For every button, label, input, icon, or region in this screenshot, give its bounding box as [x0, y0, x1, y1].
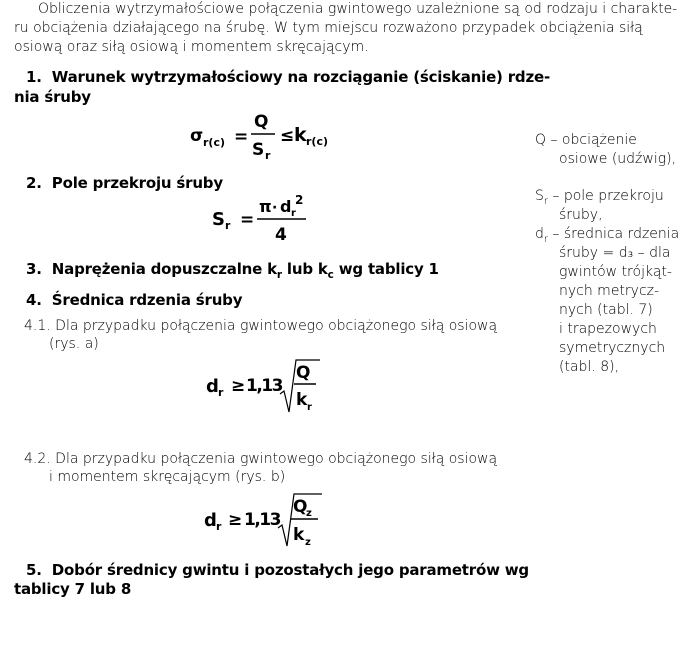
subsection-4-1-line-1: 4.1. Dla przypadku połączenia gwintowego obciążonego siłą osiową — [24, 318, 498, 334]
section-title-part: wg tablicy 1 — [333, 260, 439, 278]
denominator-s: S — [252, 140, 265, 160]
formula-core-diameter-axial-torque — [202, 488, 326, 552]
section-title: Pole przekroju śruby — [51, 174, 223, 192]
side-note-d-line-6: i trapezowych — [559, 321, 657, 337]
section-2-heading — [26, 174, 223, 192]
section-title: Warunek wytrzymałościowy na rozciąganie (ściskanie) rdze- — [51, 68, 550, 86]
section-1-heading — [26, 68, 550, 86]
side-note-text: – pole przekroju — [547, 188, 664, 204]
section-title: Średnica rdzenia śruby — [51, 291, 243, 309]
equals-sign: = — [240, 210, 255, 230]
coefficient: 1,13 — [244, 510, 280, 530]
intro-line-2: ru obciążenia działającego na śrubę. W tym miejscu rozważono przypadek obciążenia siłą — [14, 20, 643, 36]
numerator-q: Q — [296, 363, 311, 383]
side-note-d-line-1 — [535, 225, 679, 244]
formula-core-diameter-axial — [204, 354, 324, 418]
equals-sign: = — [234, 127, 249, 147]
numerator-subscript: r — [291, 208, 296, 219]
subsection-4-2-line-2: i momentem skręcającym (rys. b) — [49, 469, 286, 485]
k-symbol: k — [294, 124, 307, 146]
section-title: Dobór średnicy gwintu i pozostałych jego parametrów wg — [51, 561, 529, 579]
numerator-q: Q — [293, 497, 308, 517]
side-note-q-line-1: Q – obciążenie — [535, 132, 637, 148]
subscript-r: r — [543, 195, 548, 207]
sigma-symbol: σ — [190, 126, 204, 146]
pi-symbol: π — [259, 197, 272, 216]
coefficient: 1,13 — [246, 376, 282, 396]
symbol-s: S — [535, 188, 544, 204]
lhs-d: d — [204, 510, 217, 531]
lhs-subscript: r — [225, 219, 231, 232]
mult-dot: · — [272, 200, 278, 216]
numerator-q: Q — [254, 112, 269, 132]
denominator-k: k — [296, 390, 308, 410]
denominator-subscript: r — [307, 402, 312, 413]
formula-cross-section — [208, 192, 318, 248]
section-number: 3. — [26, 260, 42, 278]
section-number: 1. — [26, 68, 42, 86]
subscript-r: r — [276, 269, 282, 281]
side-note-d-line-4: nych metrycz- — [559, 283, 660, 299]
intro-line-1: Obliczenia wytrzymałościowe połączenia gwintowego uzależnione są od rodzaju i charakte- — [38, 1, 678, 17]
lhs-subscript: r — [216, 520, 222, 533]
side-note-s-line-1 — [535, 187, 664, 206]
section-number: 2. — [26, 174, 42, 192]
section-title-part: lub k — [281, 260, 328, 278]
section-5-heading — [26, 561, 529, 579]
denominator-subscript: r — [265, 149, 271, 162]
numerator-superscript: 2 — [295, 193, 304, 207]
greater-equal-sign: ≥ — [231, 376, 246, 396]
side-note-d-line-7: symetrycznych — [559, 340, 666, 356]
numerator-d: d — [280, 197, 292, 216]
denominator-k: k — [293, 525, 305, 545]
subscript-r: r — [543, 233, 548, 245]
numerator-subscript: z — [306, 508, 312, 519]
side-note-d-line-3: gwintów trójkąt- — [559, 264, 672, 280]
section-number: 5. — [26, 561, 42, 579]
side-note-s-line-2: śruby, — [559, 207, 603, 223]
less-equal-sign: ≤ — [280, 126, 295, 146]
subscript-c: c — [327, 269, 334, 281]
section-number: 4. — [26, 291, 42, 309]
symbol-d: d — [535, 226, 544, 242]
section-1-heading-cont: nia śruby — [14, 88, 91, 106]
subsection-4-2-line-1: 4.2. Dla przypadku połączenia gwintowego obciążonego siłą osiową — [24, 451, 498, 467]
section-title-part: Naprężenia dopuszczalne k — [51, 260, 277, 278]
lhs-s: S — [212, 209, 225, 230]
subsection-4-1-line-2: (rys. a) — [49, 336, 99, 352]
lhs-subscript: r — [218, 386, 224, 399]
section-3-heading — [26, 260, 439, 281]
section-4-heading — [26, 291, 242, 309]
side-note-text: – średnica rdzenia — [547, 226, 680, 242]
denominator-4: 4 — [275, 225, 287, 245]
lhs-d: d — [206, 376, 219, 397]
formula-strength-condition — [188, 106, 348, 164]
k-subscript: r(c) — [306, 135, 328, 148]
side-note-d-line-2: śruby = d₃ – dla — [559, 245, 671, 261]
side-note-q-line-2: osiowe (udźwig), — [559, 151, 677, 167]
intro-line-3: osiową oraz siłą osiową i momentem skręcającym. — [14, 39, 369, 55]
denominator-subscript: z — [305, 537, 311, 548]
side-note-d-line-8: (tabl. 8), — [559, 359, 620, 375]
sigma-subscript: r(c) — [203, 136, 225, 149]
greater-equal-sign: ≥ — [228, 510, 243, 530]
side-note-d-line-5: nych (tabl. 7) — [559, 302, 653, 318]
section-5-heading-cont: tablicy 7 lub 8 — [14, 580, 132, 598]
